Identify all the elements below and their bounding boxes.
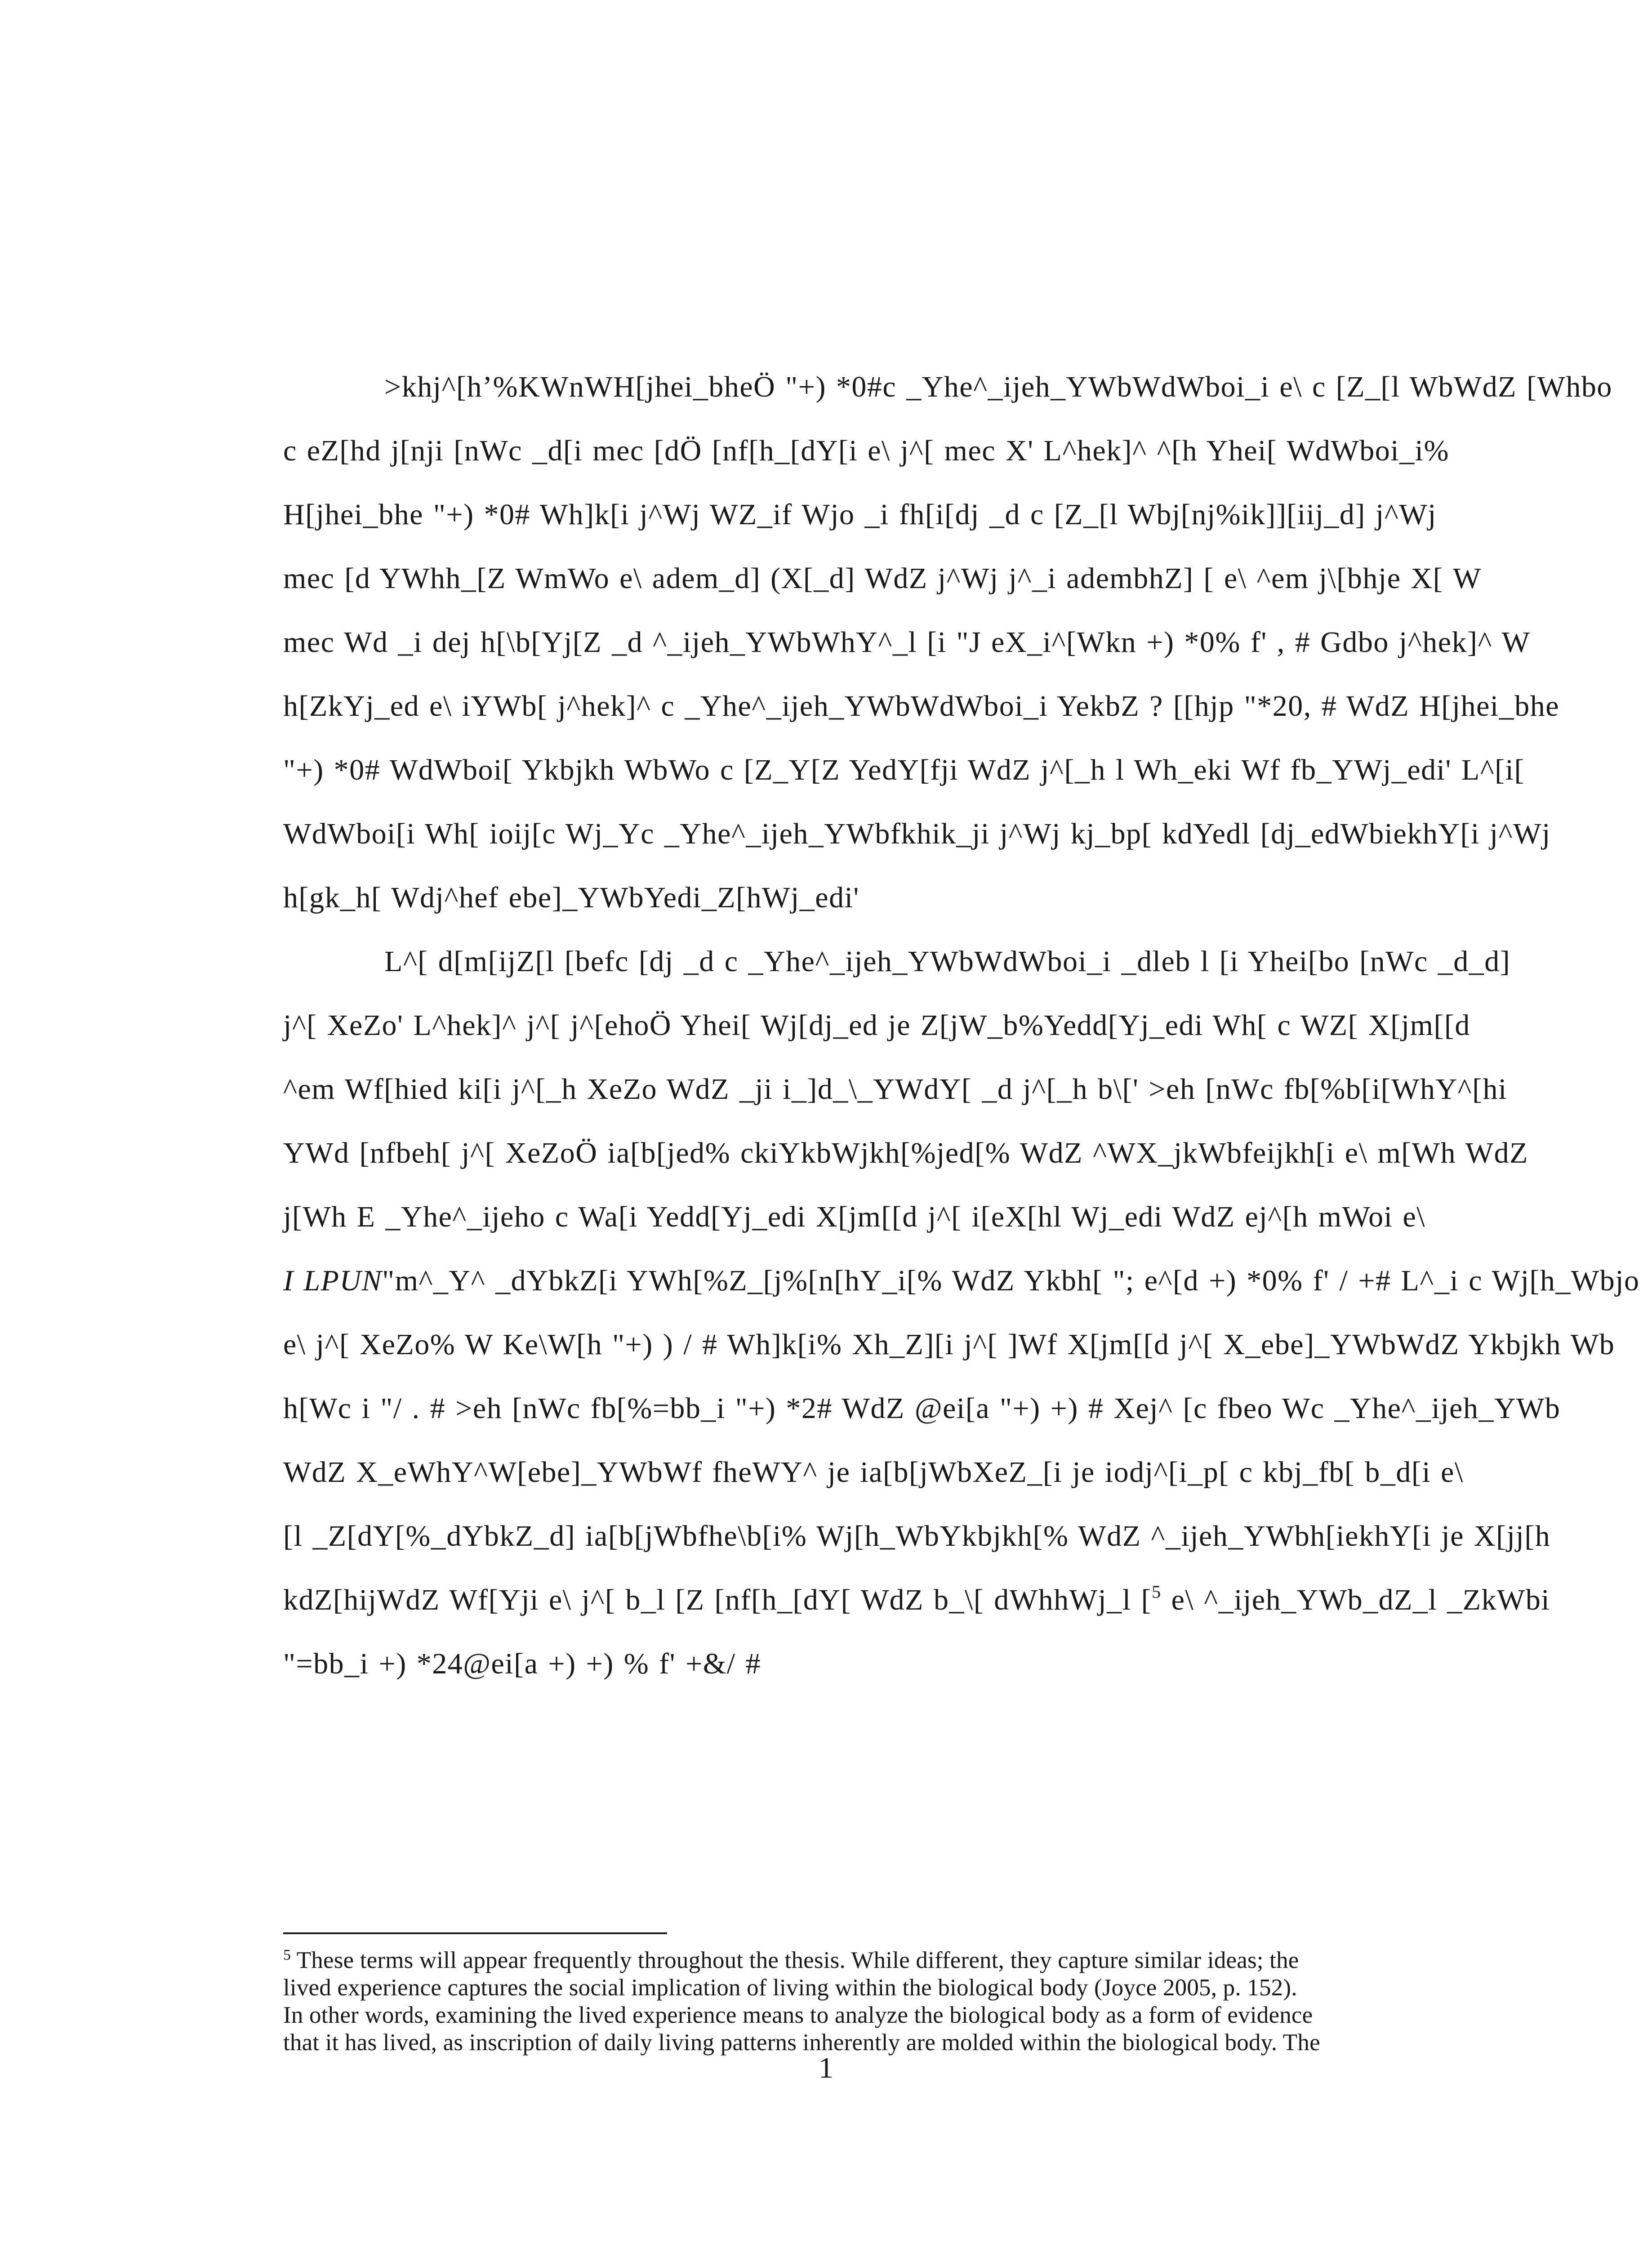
- page-number: 1: [819, 2052, 833, 2084]
- text-line: ^em Wf[hied ki[i j^[_h XeZo WdZ _ji i_]d_\_YWdY[ _d j^[_h b\[' >eh [nWc fb[%b[i[WhY^[hi: [283, 1073, 1507, 1106]
- text-line: L^[ d[m[ijZ[l [befc [dj _d c _Yhe^_ijeh_YWbWdWboi_i _dleb l [i Yhei[bo [nWc _d_d]: [384, 945, 1511, 978]
- italic-term: I LPUN: [283, 1264, 383, 1297]
- text-line: WdWboi[i Wh[ ioij[c Wj_Yc _Yhe^_ijeh_YWbfkhik_ji j^Wj kj_bp[ kdYedl [dj_edWbiekhY[i j^Wj: [283, 817, 1551, 850]
- text-run: "m^_Y^ _dYbkZ[i YWh[%Z_[j%[n[hY_i[% WdZ Ykbh[ "; e^[d +) *0% f' / +# L^_i c Wj[h_Wbjo: [382, 1264, 1640, 1297]
- text-line: c eZ[hd j[nji [nWc _d[i mec [dÖ [nf[h_[dY[i e\ j^[ mec X' L^hek]^ ^[h Yhei[ WdWboi_i%: [283, 434, 1449, 467]
- text-line: j[Wh E _Yhe^_ijeho c Wa[i Yedd[Yj_edi X[jm[[d j^[ i[eX[hl Wj_edi WdZ ej^[h mWoi e\: [283, 1200, 1426, 1233]
- text-line: "+) *0# WdWboi[ Ykbjkh WbWo c [Z_Y[Z YedY[fji WdZ j^[_h l Wh_eki Wf fb_YWj_edi' L^[i[: [283, 754, 1525, 786]
- text-line: e\ j^[ XeZo% W Ke\W[h "+) ) / # Wh]k[i% Xh_Z][i j^[ ]Wf X[jm[[d j^[ X_ebe]_YWbWdZ Ykbjkh Wb: [283, 1328, 1615, 1361]
- text-line: j^[ XeZo' L^hek]^ j^[ j^[ehoÖ Yhei[ Wj[dj_ed je Z[jW_b%Yedd[Yj_edi Wh[ c WZ[ X[jm[[d: [283, 1009, 1470, 1042]
- text-line: mec [d YWhh_[Z WmWo e\ adem_d] (X[_d] WdZ j^Wj j^_i adembhZ] [ e\ ^em j\[bhje X[ W: [283, 562, 1482, 595]
- text-line: h[gk_h[ Wdj^hef ebe]_YWbYedi_Z[hWj_edi': [283, 881, 859, 914]
- text-line: [l _Z[dY[%_dYbkZ_d] ia[b[jWbfhe\b[i% Wj[h_WbYkbjkh[% WdZ ^_ijeh_YWbh[iekhY[i je X[jj[h: [283, 1520, 1551, 1552]
- body-text: [283, 355, 1640, 1696]
- footnote-line: [283, 1947, 1434, 1974]
- text-run: kdZ[hijWdZ Wf[Yji e\ j^[ b_l [Z [nf[h_[dY[ WdZ b_\[ dWhhWj_l [: [283, 1583, 1152, 1616]
- text-line: WdZ X_eWhY^W[ebe]_YWbWf fheWY^ je ia[b[jWbXeZ_[i je iodj^[i_p[ c kbj_fb[ b_d[i e\: [283, 1456, 1464, 1489]
- text-run: e\ ^_ijeh_YWb_dZ_l _ZkWbi: [1161, 1583, 1550, 1616]
- text-line: >khj^[h’%KWnWH[jhei_bheÖ "+) *0#c _Yhe^_ijeh_YWbWdWboi_i e\ c [Z_[l WbWdZ [Whbo: [384, 370, 1612, 403]
- footnote-text: These terms will appear frequently throughout the thesis. While different, they capture similar ideas; the: [291, 1947, 1299, 1973]
- footnote-divider: [283, 1932, 667, 1934]
- text-line: h[ZkYj_ed e\ iYWb[ j^hek]^ c _Yhe^_ijeh_YWbWdWboi_i YekbZ ? [[hjp "*20, # WdZ H[jhei_bhe: [283, 690, 1560, 723]
- text-line: mec Wd _i dej h[\b[Yj[Z _d ^_ijeh_YWbWhY^_l [i "J eX_i^[Wkn +) *0% f' , # Gdbo j^hek]^ W: [283, 626, 1531, 659]
- footnote-line: In other words, examining the lived experience means to analyze the biological body as a form of evidence: [283, 2002, 1313, 2028]
- text-line: [283, 1249, 1640, 1313]
- text-line: "=bb_i +) *24@ei[a +) +) % f' +&/ #: [283, 1647, 761, 1680]
- footnote-marker: 5: [283, 1947, 291, 1963]
- text-line: H[jhei_bhe "+) *0# Wh]k[i j^Wj WZ_if Wjo _i fh[i[dj _d c [Z_[l Wbj[nj%ik]][iij_d] j^Wj: [283, 498, 1437, 531]
- text-line: h[Wc i "/ . # >eh [nWc fb[%=bb_i "+) *2# WdZ @ei[a "+) +) # Xej^ [c fbeo Wc _Yhe^_ijeh_YWb: [283, 1392, 1561, 1425]
- footnote-reference: 5: [1152, 1582, 1162, 1602]
- text-line: [283, 1568, 1550, 1632]
- text-line: YWd [nfbeh[ j^[ XeZoÖ ia[b[jed% ckiYkbWjkh[%jed[% WdZ ^WX_jkWbfeijkh[i e\ m[Wh WdZ: [283, 1137, 1528, 1169]
- footnote-line: lived experience captures the social implication of living within the biological body (Joyce 2005, p. 152).: [283, 1975, 1297, 2001]
- footnote: [283, 1947, 1434, 2056]
- footnote-line: that it has lived, as inscription of daily living patterns inherently are molded within the biological body. The: [283, 2029, 1320, 2056]
